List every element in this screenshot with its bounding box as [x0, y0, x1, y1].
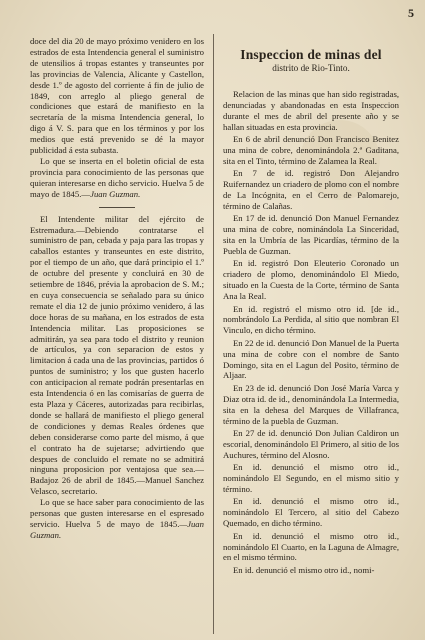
mine-entry: En 6 de abril denunció Don Francisco Benitez una mina de cobre, denominándola 2.ª Gaditana, sita en el Tinto, término de Zalamea la Real. [223, 133, 399, 166]
notice-publication-signature: Juan Guzman. [90, 188, 141, 199]
column-divider [213, 34, 214, 634]
mine-entry: En 27 de id. denunció Don Julian Caldiron un escorial, denominándolo El Primero, al sitio de los Auchures, término del Alosno. [223, 428, 399, 460]
mine-entry: En 22 de id. denunció Don Manuel de la Puerta una mina de cobre con el nombre de Santo Domingo, sita en el Lagun del Posito, término de Aljaar. [223, 337, 399, 381]
mine-entry: En 7 de id. registró Don Alejandro Ruifernandez un criadero de plomo con el nombre de La Incógnita, en el Cerro de Palomarejo, término de Calañas. [223, 168, 399, 211]
notice-continuation: doce del dia 20 de mayo próximo venidero en los estrados de esta Intendencia general el suministro de utensilios á tropas estantes y transeuntes por las provincias de Valencia, Alicante y Castellon, desde 1.º de agosto del corriente á fin de julio de 1849, con arreglo al pliego general de condiciones que estará de manifiesto en la secretaría de la misma Intendencia general, lo digo á V. S. para que en los términos y por los medios que está prevenido se dé la mayor publicidad á esta subasta. [30, 36, 204, 156]
section-title: Inspeccion de minas del [240, 47, 382, 62]
page-number: 5 [408, 6, 414, 20]
supply-contract-publication [30, 497, 204, 541]
notice-publication [30, 156, 204, 200]
mines-intro: Relacion de las minas que han sido registradas, denunciadas y abandonadas en esta Inspeccion durante el mes de abril del presente año y se hallan situadas en esta provincia. [223, 88, 399, 132]
mine-entry: En id. denunció el mismo otro id., nominándolo El Tercero, al sitio del Cabezo Quemado, en dicho término. [223, 496, 399, 529]
supply-contract-publication-body: Lo que se hace saber para conocimiento de las personas que gusten interesarse en el espresado servicio. Huelva 5 de mayo de 1845. [30, 497, 204, 529]
mine-entry: En 17 de id. denunció Don Manuel Fernandez una mina de cobre, nominándola La Sinceridad, sita en la Umbría de las Picardías, término de la Puebla de Guzman. [223, 213, 399, 256]
notice-publication-body: Lo que se inserta en el boletin oficial de esta provincia para conocimiento de las personas que quieran interesarse en dicho servicio. Huelva 5 de mayo de 1845.— [30, 155, 204, 199]
mine-entry: En id. denunció el mismo otro id., nominándolo El Segundo, en el mismo sitio y término. [223, 462, 399, 495]
mine-entry: En id. registró Don Eleuterio Coronado un criadero de plomo, denominándolo El Miedo, situado en la Cuesta de la Corte, término de Santa Ana la Real. [223, 258, 399, 302]
mine-entry: En id. denunció el mismo otro id., nominándolo El Cuarto, en la Laguna de Almagre, en el mismo término. [223, 530, 399, 563]
mine-entry: En 23 de id. denunció Don José María Varca y Diaz otra id. de id., denominándola La Intermedia, sita en la dehesa del Marques de Villafranca, término de la puebla de Guzman. [223, 382, 399, 426]
mine-entry: En id. registró el mismo otro id. [de id., nombrándolo La Perdida, al sitio que nombran El Vinculo, en dicho término. [223, 303, 399, 336]
mine-entry: En id. denunció el mismo otro id., nomi- [233, 564, 375, 575]
section-subtitle: distrito de Rio-Tinto. [272, 62, 350, 73]
section-divider [99, 207, 135, 208]
left-column [30, 36, 204, 636]
supply-contract-publication-signature: —Juan Guzman. [30, 518, 204, 540]
supply-contract-notice: El Intendente militar del ejército de Estremadura.—Debiendo contratarse el suministro de pan, cebada y paja para las tropas y caballos estantes y transeuntes en este distrito, por el tiempo de un año, que dará principio el 1.º de octubre del presente y concluirá en 30 de setiembre de 1846, prévia la aprobacion de S. M.; en cuya consecuencia se señalado para su único remate el dia 12 de junio próximo venidero, á las doce horas de su mañana, en los estrados de esta Intendencia militar. Las proposiciones se admitirán, ya sea para todo el distrito y reunion de artículos, ya con separacion de estos y limitacion á cada una de las provincias, partidos ó puntos de suministro; y los que gusten hacerlo con anticipacion al remate podrán presentarlas en esta Intendencia ó en las comisarías de guerra de esta Plaza y Cáceres, autorizadas para recibirlas, donde se hallará de manifiesto el pliego general de condiciones y demas Reales órdenes que deben considerarse como parte del mismo, á que el contrato ha de sujetarse; advirtiendo que despues de concluido el remate no se admitirá ninguna proposicion por ventajosa que sea.—Badajoz 26 de abril de 1845.—Manuel Sanchez Velasco, secretario. [30, 213, 204, 497]
right-column [223, 36, 399, 636]
